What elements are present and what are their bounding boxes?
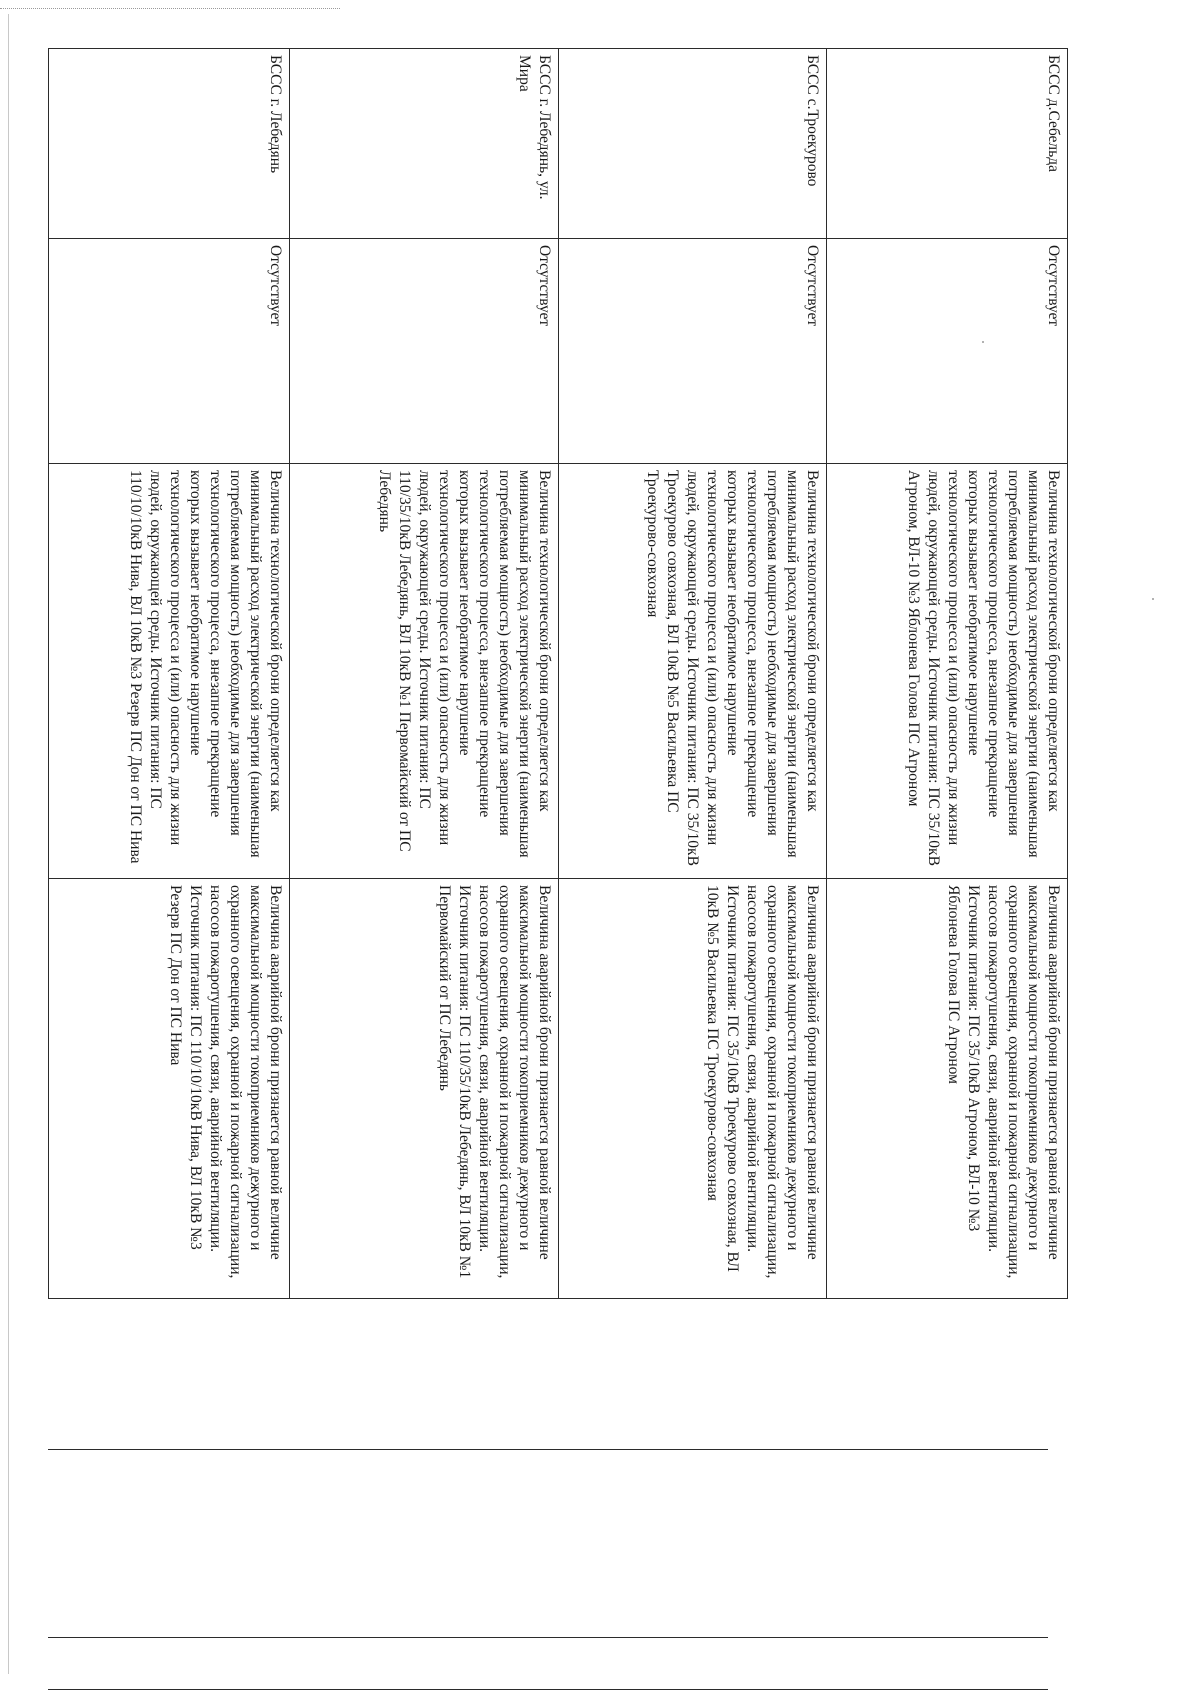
emergency-reserve-cell: Величина аварийной брони признается равной величине максимальной мощности токоприемников дежурного и охранного освещения, охранной и пожарной сигнализации, насосов пожаротушения, связи, аварийной вентиляции. Источник питания: ПС 35/10кВ Троекурово совхозная, ВЛ 10кВ №5 Васильевка ПС Троекурово-совхозная — [558, 879, 827, 1299]
rotated-table-container — [48, 48, 1068, 1298]
status-cell: Отсутствует — [558, 239, 827, 464]
signature-line — [48, 1689, 1048, 1690]
object-name-cell: БССС д.Себельда — [827, 49, 1068, 239]
emergency-reserve-cell: Величина аварийной брони признается равной величине максимальной мощности токоприемников дежурного и охранного освещения, охранной и пожарной сигнализации, насосов пожаротушения, связи, аварийной вентиляции. Источник питания: ПС 110/10/10кВ Нива, ВЛ 10кВ №3 Резерв ПС Дон от ПС Нива — [49, 879, 290, 1299]
technological-reserve-cell: Величина технологической брони определяется как минимальный расход электрической энергии (наименьшая потребляемая мощность) необходимые для завершения технологического процесса, внезапное прекращение которых вызывает необратимое нарушение технологического процесса и (или) опасность для жизни людей, окружающей среды. Источник питания: ПС 35/10кВ Агроном, ВЛ-10 №3 Яблонева Голова ПС Агроном — [827, 464, 1068, 879]
status-cell: Отсутствует — [49, 239, 290, 464]
technological-reserve-cell: Величина технологической брони определяется как минимальный расход электрической энергии (наименьшая потребляемая мощность) необходимые для завершения технологического процесса, внезапное прекращение которых вызывает необратимое нарушение технологического процесса и (или) опасность для жизни людей, окружающей среды. Источник питания: ПС 35/10кВ Троекурово совхозная, ВЛ 10кВ №5 Васильевка ПС Троекурово-совхозная — [558, 464, 827, 879]
signature-line — [48, 1449, 1048, 1450]
object-name-cell: БССС с.Троекурово — [558, 49, 827, 239]
technological-reserve-cell: Величина технологической брони определяется как минимальный расход электрической энергии (наименьшая потребляемая мощность) необходимые для завершения технологического процесса, внезапное прекращение которых вызывает необратимое нарушение технологического процесса и (или) опасность для жизни людей, окружающей среды. Источник питания: ПС 110/35/10кВ Лебедянь, ВЛ 10кВ №1 Первомайский от ПС Лебедянь — [289, 464, 558, 879]
table-row — [289, 49, 558, 1299]
table-row — [49, 49, 290, 1299]
table-row — [827, 49, 1068, 1299]
object-name-cell: БССС г. Лебедянь — [49, 49, 290, 239]
emergency-reserve-cell: Величина аварийной брони признается равной величине максимальной мощности токоприемников дежурного и охранного освещения, охранной и пожарной сигнализации, насосов пожаротушения, связи, аварийной вентиляции. Источник питания: ПС 35/10кВ Агроном, ВЛ-10 №3 Яблонева Голова ПС Агроном — [827, 879, 1068, 1299]
object-name-cell: БССС г. Лебедянь, ул. Мира — [289, 49, 558, 239]
scan-left-edge — [8, 14, 9, 1674]
status-cell: Отсутствует — [289, 239, 558, 464]
technological-reserve-cell: Величина технологической брони определяется как минимальный расход электрической энергии (наименьшая потребляемая мощность) необходимые для завершения технологического процесса, внезапное прекращение которых вызывает необратимое нарушение технологического процесса и (или) опасность для жизни людей, окружающей среды. Источник питания: ПС 110/10/10кВ Нива, ВЛ 10кВ №3 Резерв ПС Дон от ПС Нива — [49, 464, 290, 879]
signature-line — [48, 1637, 1048, 1638]
status-cell: Отсутствует — [827, 239, 1068, 464]
power-reserve-table — [48, 48, 1068, 1299]
scan-speck — [982, 341, 984, 343]
scan-top-edge — [0, 8, 340, 9]
emergency-reserve-cell: Величина аварийной брони признается равной величине максимальной мощности токоприемников дежурного и охранного освещения, охранной и пожарной сигнализации, насосов пожаротушения, связи, аварийной вентиляции. Источник питания: ПС 110/35/10кВ Лебедянь, ВЛ 10кВ №1 Первомайский от ПС Лебедянь — [289, 879, 558, 1299]
table-row — [558, 49, 827, 1299]
scan-speck — [1152, 598, 1154, 600]
